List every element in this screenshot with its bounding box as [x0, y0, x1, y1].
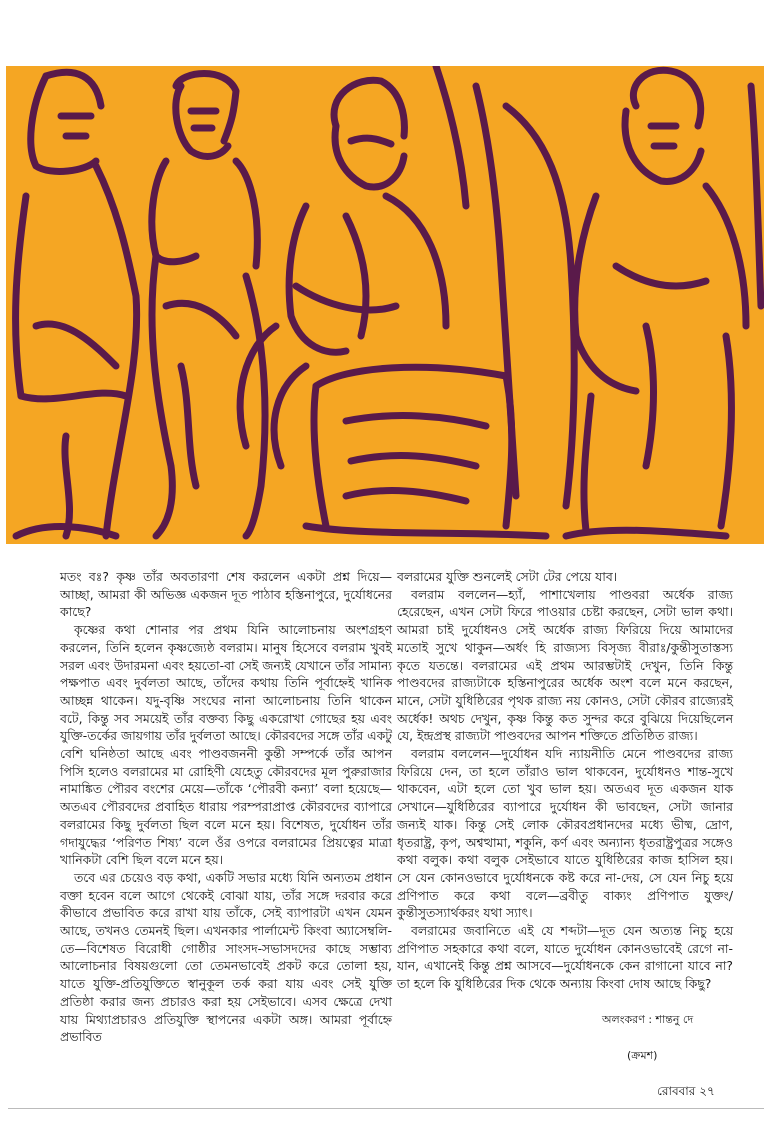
illustration — [6, 66, 764, 544]
paragraph: বলরামের জবানিতে এই যে শব্দটা—দূত যেন অত্যন্ত নিচু হয়ে প্রণিপাত সহকারে কথা বলে, যাতে দুর্যোধন কোনওভাবেই রেগে না-যান, এখানেই কিন্তু প্রশ্ন আসবে—দুর্যোধনকে কেন রাগানো যাবে না? তা হলে কি যুধিষ্ঠিরের দিক থেকে অন্যায় কিংবা দোষ আছে কিছু? — [397, 923, 733, 992]
paragraph: বলরাম বললেন—দুর্যোধন যদি ন্যায়নীতি মেনে পাণ্ডবদের রাজ্য ফিরিয়ে দেন, তা হলে তাঁরাও ভাল থাকবেন, দুর্যোধনও শান্ত-সুখে থাকবেন, এটা হলে তো খুব ভাল হয়। অতএব দূত একজন যাক সেখানে—যুধিষ্ঠিরের ব্যাপারে দুর্যোধন কী ভাবছেন, সেটা জানার জন্যই যাক। কিন্তু সেই লোক কৌরবপ্রধানদের মধ্যে ভীষ্ম, দ্রোণ, ধৃতরাষ্ট্র, কৃপ, অশ্বত্থামা, শকুনি, কর্ণ এবং অন্যান্য ধৃতরাষ্ট্রপুত্রর সঙ্গেও কথা বলুক। কথা বলুক সেইভাবে যাতে যুধিষ্ঠিরের কাজ হাসিল হয়। সে যেন কোনওভাবে দুর্যোধনকে কষ্ট করে না-দেয়, সে যেন নিচু হয়ে প্রণিপাত করে কথা বলে—ব্রবীতু বাক্যং প্রণিপাত যুক্তং/কুন্তীসুতস্যার্থকরং যথা স্যাৎ। — [397, 746, 733, 921]
illustration-credit: অলংকরণ : শান্তনু দে — [602, 1013, 694, 1026]
serial-marker: (ক্রমশ) — [627, 1049, 658, 1062]
page-folio: রোববার ২৭ — [657, 1084, 715, 1098]
paragraph: বলরাম বললেন—হ্যাঁ, পাশাখেলায় পাণ্ডবরা অর্ধেক রাজ্য হেরেছেন, এখন সেটা ফিরে পাওয়ার চেষ্টা করছেন, সেটা ভাল কথা। আমরা চাই দুর্যোধনও সেই অর্ধেক রাজ্য ফিরিয়ে দিয়ে আমাদের মতোই সুখে থাকুন—অর্ধং হি রাজ্যস্য বিসৃজ্য বীরাঃ/কুন্তীসুতাস্তস্য কৃতে যতন্তে। বলরামের এই প্রথম আরম্ভটাই দেখুন, তিনি কিন্তু পাণ্ডবদের রাজ্যটাকে হস্তিনাপুরের অর্ধেক অংশ বলে মনে করছেন, মানে, সেটা যুধিষ্ঠিরের পৃথক রাজ্য নয় কোনও, সেটা কৌরব রাজ্যেরই অর্ধেক! অথচ দেখুন, কৃষ্ণ কিন্তু কত সুন্দর করে বুঝিয়ে দিয়েছিলেন যে, ইন্দ্রপ্রস্থ রাজ্যটা পাণ্ডবদের আপন শক্তিতে প্রতিষ্ঠিত রাজ্য। — [397, 586, 733, 744]
brush-drawing-seated-figures-icon — [6, 66, 764, 544]
article-column-left — [60, 568, 392, 1046]
paragraph: কৃষ্ণের কথা শোনার পর প্রথম যিনি আলোচনায় অংশগ্রহণ করলেন, তিনি হলেন কৃষ্ণজ্যেষ্ঠ বলরাম। মানুষ হিসেবে বলরাম খুবই সরল এবং উদারমনা এবং হয়তো-বা সেই জন্যই যেখানে তাঁর সামান্য পক্ষপাত এবং দুর্বলতা আছে, তাঁদের কথায় তিনি পূর্বাহ্নেই খানিক আচ্ছন্ন থাকেন। যদু-বৃষ্ণি সংঘের নানা আলোচনায় তিনি থাকেন বটে, কিন্তু সব সময়েই তাঁর বক্তব্য কিছু একরোখা গোছের হয় এবং যুক্তি-তর্কের জায়গায় তাঁর দুর্বলতা আছে। কৌরবদের সঙ্গে তাঁর একটু বেশি ঘনিষ্ঠতা আছে এবং পাণ্ডবজননী কুন্তী সম্পর্কে তাঁর আপন পিসি হলেও বলরামের মা রোহিণী যেহেতু কৌরবদের মূল পুরুরাজার নামাঙ্কিত পৌরব বংশের মেয়ে—তাঁকে ‘পৌরবী কন্যা’ বলা হয়েছে—অতএব পৌরবদের প্রবাহিত ধারায় পরম্পরাপ্রাপ্ত কৌরবদের ব্যাপারে বলরামের কিছু দুর্বলতা ছিল বলে মনে হয়। বিশেষত, দুর্যোধন তাঁর গদাযুদ্ধের ‘পরিণত শিষ্য’ বলে ওঁর ওপরে বলরামের প্রিয়ত্বের মাত্রা খানিকটা বেশি ছিল বলে মনে হয়। — [60, 622, 392, 868]
footer-rule — [8, 1108, 764, 1109]
article-column-right — [397, 568, 733, 993]
paragraph: তবে এর চেয়েও বড় কথা, একটি সভার মধ্যে যিনি অন্যতম প্রধান বক্তা হবেন বলে আগে থেকেই বোঝা যায়, তাঁর সঙ্গে দরবার করে কীভাবে প্রভাবিত করে রাখা যায় তাঁকে, সেই ব্যাপারটা এখন যেমন আছে, তখনও তেমনই ছিল। এখনকার পার্লামেন্ট কিংবা অ্যাসেম্বলি-তে—বিশেষত বিরোধী গোষ্ঠীর সাংসদ-সভাসদদের কাছে সম্ভাব্য আলোচনার বিষয়গুলো তো তেমনভাবেই প্রকট করে তোলা হয়, যাতে যুক্তি-প্রতিযুক্তিতে স্বানুকূল তর্ক করা যায় এবং সেই যুক্তি প্রতিষ্ঠা করার জন্য প্রচারও করা হয় সেইভাবে। এসব ক্ষেত্রে দেখা যায় মিথ্যাপ্রচারও প্রতিযুক্তি স্থাপনের একটা অঙ্গ। আমরা পূর্বাহ্নে প্রভাবিত — [60, 869, 392, 1045]
paragraph: বলরামের যুক্তি শুনলেই সেটা টের পেয়ে যাব। — [397, 569, 618, 584]
paragraph: মতং বঃ? কৃষ্ণ তাঁর অবতারণা শেষ করলেন একটা প্রশ্ন দিয়ে—আচ্ছা, আমরা কী অভিজ্ঞ একজন দূত পাঠাব হস্তিনাপুরে, দুর্যোধনের কাছে? — [60, 569, 392, 620]
